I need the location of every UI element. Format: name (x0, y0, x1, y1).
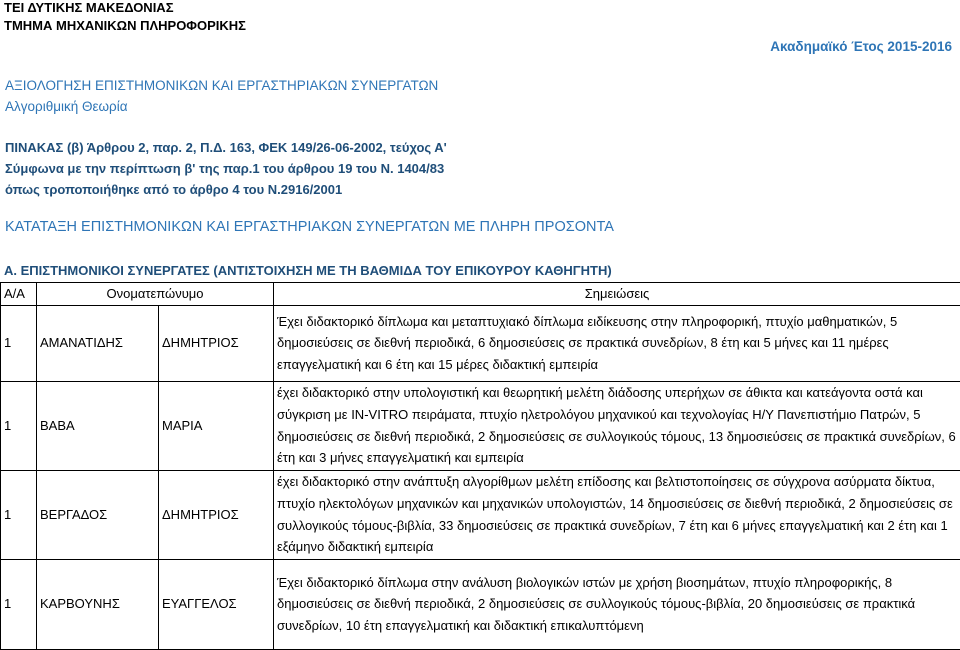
table-row (1, 381, 960, 470)
legal-reference-3: όπως τροποποιήθηκε από το άρθρο 4 του Ν.2916/2001 (5, 182, 342, 197)
institution-name: ΤΕΙ ΔΥΤΙΚΗΣ ΜΑΚΕΔΟΝΙΑΣ (4, 0, 174, 15)
table-header-row (1, 283, 960, 306)
row-first-name: ΔΗΜΗΤΡΙΟΣ (159, 305, 274, 381)
row-aa: 1 (1, 305, 37, 381)
row-aa: 1 (1, 559, 37, 649)
header-notes: Σημειώσεις (274, 283, 960, 306)
row-notes: έχει διδακτορικό στην ανάπτυξη αλγορίθμων μελέτη επίδοσης και βελτιστοποίησεις σε σύγχρονα ασύρματα δίκτυα, πτυχίο ηλεκτολόγων μηχανικών και μηχανικών υπολογιστών, 14 δημοσιεύσεις σε διεθνή περιοδικά, 2 δημοσιεύσεις σε συλλογικούς τόμους-βιβλία, 33 δημοσιεύσεις σε πρακτικά συνεδρίων, 7 έτη και 6 μήνες επαγγελματική και 2 έτη και 1 εξάμηνο διδακτική εμπειρία (274, 470, 960, 559)
header-name: Ονοματεπώνυμο (37, 283, 274, 306)
department-name: ΤΜΗΜΑ ΜΗΧΑΝΙΚΩΝ ΠΛΗΡΟΦΟΡΙΚΗΣ (4, 18, 246, 33)
legal-reference-1: ΠΙΝΑΚΑΣ (β) Άρθρου 2, παρ. 2, Π.Δ. 163, ΦΕΚ 149/26-06-2002, τεύχος Α' (5, 140, 447, 155)
ranking-title: ΚΑΤΑΤΑΞΗ ΕΠΙΣΤΗΜΟΝΙΚΩΝ ΚΑΙ ΕΡΓΑΣΤΗΡΙΑΚΩΝ ΣΥΝΕΡΓΑΤΩΝ ΜΕ ΠΛΗΡΗ ΠΡΟΣΟΝΤΑ (5, 219, 614, 235)
row-last-name: ΚΑΡΒΟΥΝΗΣ (37, 559, 159, 649)
table-row (1, 559, 960, 649)
section-title: Α. ΕΠΙΣΤΗΜΟΝΙΚΟΙ ΣΥΝΕΡΓΑΤΕΣ (ΑΝΤΙΣΤΟΙΧΗΣΗ ΜΕ ΤΗ ΒΑΘΜΙΔΑ ΤΟΥ ΕΠΙΚΟΥΡΟΥ ΚΑΘΗΓΗΤΗ) (4, 263, 612, 278)
candidates-table (0, 282, 960, 650)
row-aa: 1 (1, 381, 37, 470)
row-notes: Έχει διδακτορικό δίπλωμα και μεταπτυχιακό δίπλωμα ειδίκευσης στην πληροφορική, πτυχίο μαθηματικών, 5 δημοσιεύσεις σε διεθνή περιοδικά, 6 δημοσιεύσεις σε πρακτικά συνεδρίων, 8 έτη και 5 μήνες και 11 ημέρες επαγγελματική και 6 έτη και 15 μέρες διδακτική εμπειρία (274, 305, 960, 381)
legal-reference-2: Σύμφωνα με την περίπτωση β' της παρ.1 του άρθρου 19 του Ν. 1404/83 (5, 161, 444, 176)
row-aa: 1 (1, 470, 37, 559)
row-last-name: ΒΑΒΑ (37, 381, 159, 470)
table-row (1, 470, 960, 559)
row-first-name: ΔΗΜΗΤΡΙΟΣ (159, 470, 274, 559)
row-first-name: ΜΑΡΙΑ (159, 381, 274, 470)
header-aa: Α/Α (1, 283, 37, 306)
row-notes: Έχει διδακτορικό δίπλωμα στην ανάλυση βιολογικών ιστών με χρήση βιοσημάτων, πτυχίο πληροφορικής, 8 δημοσιεύσεις σε διεθνή περιοδικά, 2 δημοσιεύσεις σε συλλογικούς τόμους-βιβλία, 20 δημοσιεύσεις σε πρακτικά συνεδρίων, 10 έτη επαγγελματική και διδακτική επικαλυπτόμενη (274, 559, 960, 649)
row-last-name: ΒΕΡΓΑΔΟΣ (37, 470, 159, 559)
row-last-name: ΑΜΑΝΑΤΙΔΗΣ (37, 305, 159, 381)
evaluation-title: ΑΞΙΟΛΟΓΗΣΗ ΕΠΙΣΤΗΜΟΝΙΚΩΝ ΚΑΙ ΕΡΓΑΣΤΗΡΙΑΚΩΝ ΣΥΝΕΡΓΑΤΩΝ (5, 78, 438, 93)
table-row (1, 305, 960, 381)
row-first-name: ΕΥΑΓΓΕΛΟΣ (159, 559, 274, 649)
row-notes: έχει διδακτορικό στην υπολογιστική και θεωρητική μελέτη διάδοσης υπερήχων σε άθικτα και κατεάγοντα οστά και σύγκριση με IN-VITRO πειράματα, πτυχίο ηλετρολόγου μηχανικού και τεχνολογίας Η/Υ Πανεπιστήμιο Πατρών, 5 δημοσιεύσεις σε διεθνή περιοδικά, 2 δημοσιεύσεις σε συλλογικούς τόμους, 13 δημοσιεύσεις σε πρακτικά συνεδρίων, 6 έτη και 3 μήνες επαγγελματική και εμπειρία (274, 381, 960, 470)
course-name: Αλγοριθμική Θεωρία (5, 99, 128, 114)
academic-year: Ακαδημαϊκό Έτος 2015-2016 (770, 39, 952, 54)
